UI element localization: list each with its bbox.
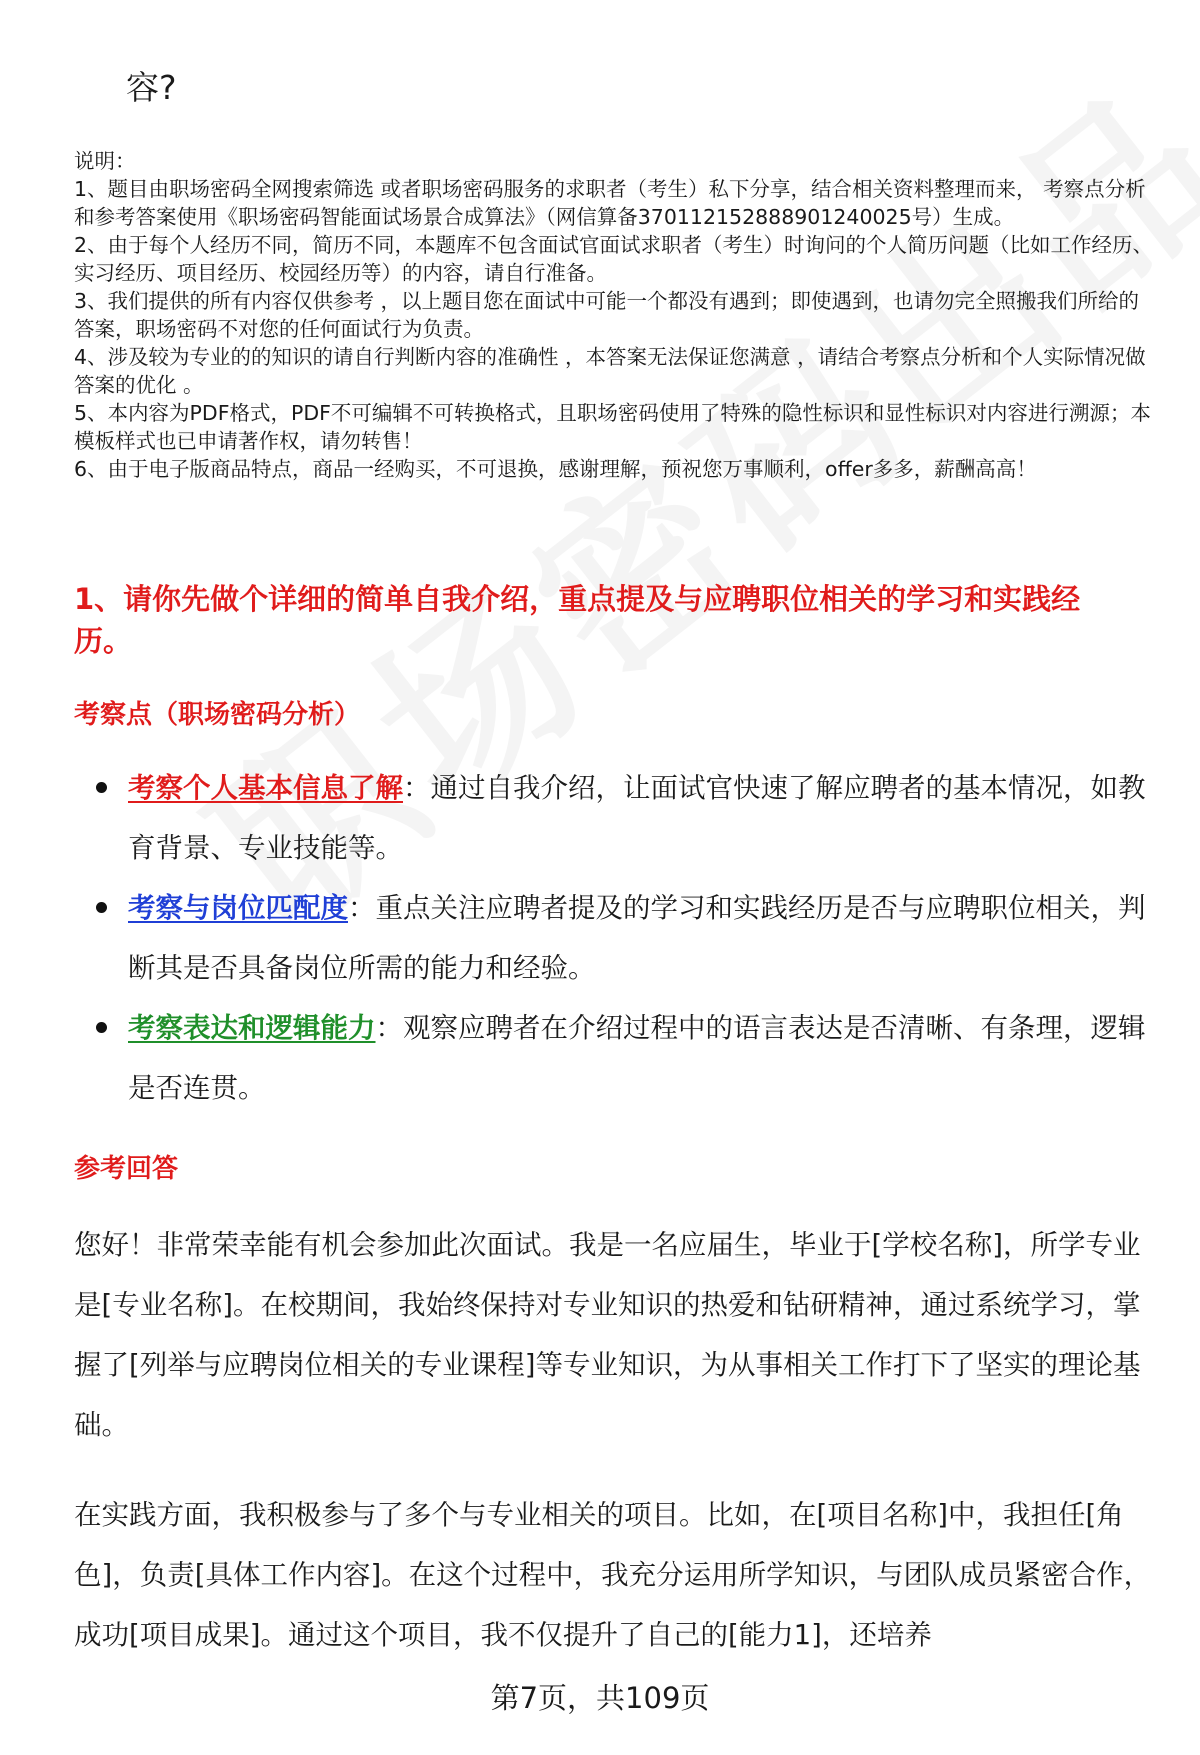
page-footer: 第7页，共109页	[490, 1681, 710, 1715]
note-item: 3、我们提供的所有内容仅供参考 ，以上题目您在面试中可能一个都没有遇到；即使遇到，也请勿完全照搬我们所给的答案，职场密码不对您的任何面试行为负责。	[74, 289, 1140, 341]
analysis-title: 考察点（职场密码分析）	[74, 700, 361, 730]
point-text: ：观察应聘者在介绍过程中的语言表达是否清晰、有条理，逻辑是否连贯。	[128, 1012, 1146, 1104]
answer-paragraph: 您好！非常荣幸能有机会参加此次面试。我是一名应届生，毕业于[学校名称]，所学专业是[专业名称]。在校期间，我始终保持对专业知识的热爱和钻研精神，通过系统学习，掌握了[列举与应聘岗位相关的专业课程]等专业知识，为从事相关工作打下了坚实的理论基础。	[74, 1229, 1141, 1441]
list-item	[74, 758, 1154, 878]
point-text: ：通过自我介绍，让面试官快速了解应聘者的基本情况，如教育背景、专业技能等。	[128, 772, 1146, 864]
bullet-icon	[96, 1022, 107, 1033]
note-item: 2、由于每个人经历不同，简历不同，本题库不包含面试官面试求职者（考生）时询问的个人简历问题（比如工作经历、实习经历、项目经历、校园经历等）的内容，请自行准备。	[74, 233, 1154, 285]
point-label: 考察表达和逻辑能力	[128, 1012, 376, 1044]
note-item: 5、本内容为PDF格式，PDF不可编辑不可转换格式，且职场密码使用了特殊的隐性标识和显性标识对内容进行溯源；本模板样式也已申请著作权，请勿转售！	[74, 401, 1151, 453]
note-item: 6、由于电子版商品特点，商品一经购买，不可退换，感谢理解，预祝您万事顺利，offer多多，薪酬高高！	[74, 457, 1037, 481]
point-text: ：重点关注应聘者提及的学习和实践经历是否与应聘职位相关，判断其是否具备岗位所需的能力和经验。	[128, 892, 1146, 984]
answer-body	[74, 1215, 1154, 1695]
point-label: 考察与岗位匹配度	[128, 892, 348, 924]
continued-heading: 容?	[126, 68, 177, 107]
note-item: 1、题目由职场密码全网搜索筛选 或者职场密码服务的求职者（考生）私下分享，结合相关资料整理而来， 考察点分析和参考答案使用《职场密码智能面试场景合成算法》（网信算备370112152888901240025号）生成。	[74, 177, 1146, 229]
list-item	[74, 998, 1154, 1118]
list-item	[74, 878, 1154, 998]
note-item: 4、涉及较为专业的的知识的请自行判断内容的准确性 ，本答案无法保证您满意 ，请结合考察点分析和个人实际情况做答案的优化 。	[74, 345, 1146, 397]
analysis-points	[74, 758, 1154, 1118]
question-title: 1、请你先做个详细的简单自我介绍，重点提及与应聘职位相关的学习和实践经历。	[74, 582, 1081, 658]
notes-section	[74, 147, 1154, 483]
answer-title: 参考回答	[74, 1154, 179, 1184]
answer-paragraph: 在实践方面，我积极参与了多个与专业相关的项目。比如，在[项目名称]中，我担任[角色]，负责[具体工作内容]。在这个过程中，我充分运用所学知识，与团队成员紧密合作，成功[项目成果]。通过这个项目，我不仅提升了自己的[能力1]，还培养	[74, 1499, 1152, 1651]
bullet-icon	[96, 902, 107, 913]
notes-title: 说明：	[74, 149, 136, 173]
point-label: 考察个人基本信息了解	[128, 772, 403, 804]
bullet-icon	[96, 782, 107, 793]
